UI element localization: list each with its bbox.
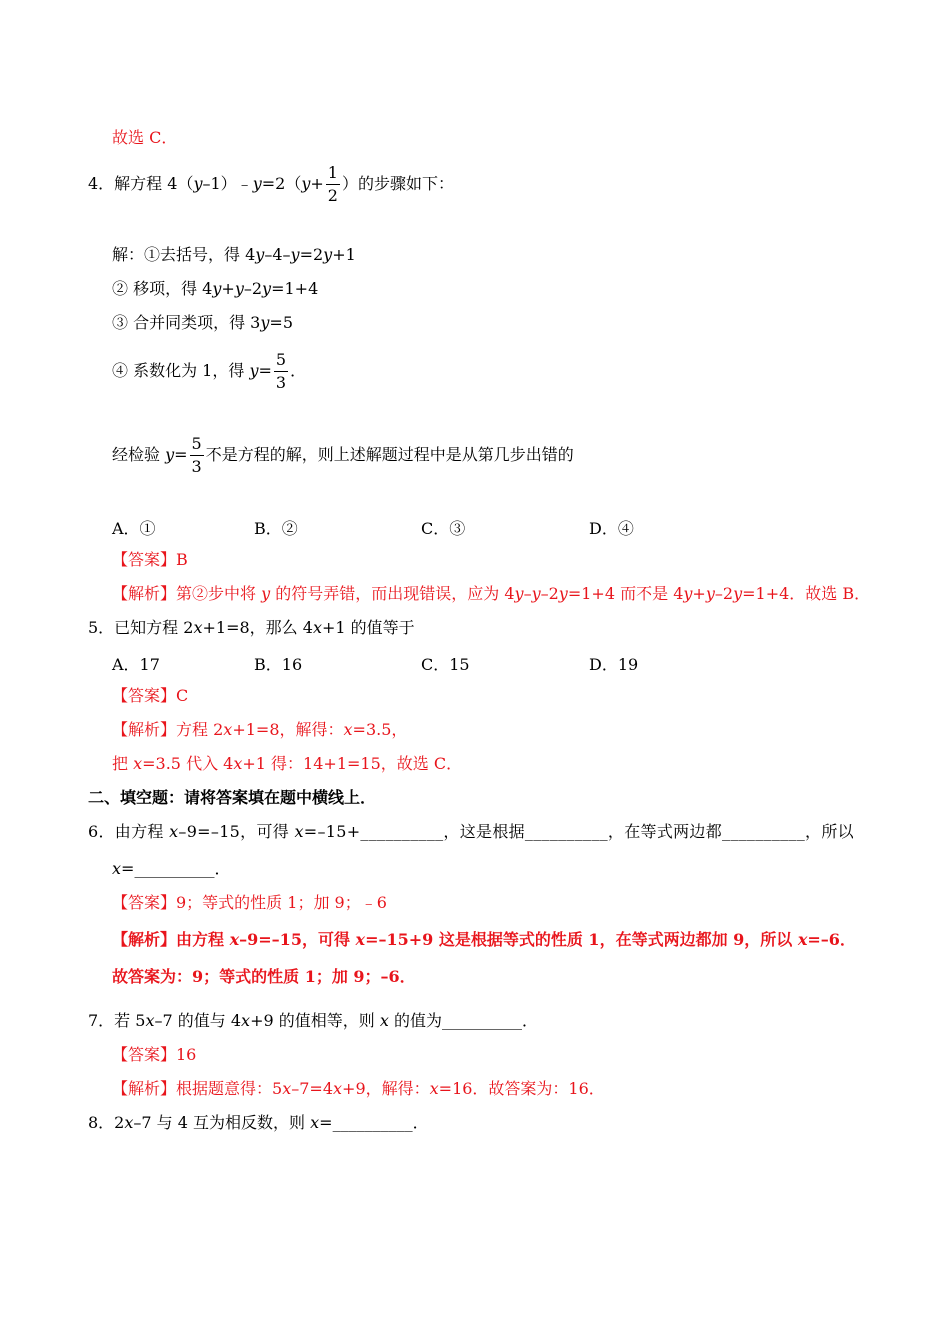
- q5-stem: 5．已知方程 2x+1=8，那么 4x+1 的值等于: [88, 618, 415, 637]
- previous-answer-tail: 故选 C．: [112, 128, 178, 147]
- fraction-five-thirds: $\frac{5}{3}$: [275, 350, 287, 392]
- q4-analysis: 【解析】第②步中将 y 的符号弄错，而出现错误，应为 4y–y–2y=1+4 而不是 4y+y–2y=1+4．故选 B．: [112, 584, 871, 603]
- q6-stem-line-2: x=__________．: [112, 859, 231, 878]
- q5-option-a: A．17: [112, 655, 160, 674]
- q4-check: 经检验 y= $\frac{5}{3}$ 不是方程的解，则上述解题过程中是从第几步出错的: [112, 434, 574, 476]
- fraction-one-half: $\frac{1}{2}$: [327, 163, 338, 205]
- q4-stem: 4．解方程 4（y–1）﹣y=2（y+ $\frac{1}{2}$ ）的步骤如下：: [88, 163, 454, 205]
- q4-option-c: C．③: [421, 519, 466, 538]
- fraction-five-thirds: $\frac{5}{3}$: [191, 434, 202, 476]
- q5-option-b: B．16: [254, 655, 303, 674]
- q5-analysis-line-1: 【解析】方程 2x+1=8，解得：x=3.5，: [112, 720, 408, 739]
- q4-step-2: ② 移项，得 4y+y–2y=1+4: [112, 279, 319, 298]
- q6-analysis-line-1: 【解析】由方程 x–9=–15，可得 x=–15+9 这是根据等式的性质 1，在等式两边都加 9，所以 x=–6．: [112, 930, 856, 949]
- q8-stem: 8．2x–7 与 4 互为相反数，则 x=__________．: [88, 1113, 429, 1132]
- q6-answer: 【答案】9；等式的性质 1；加 9；﹣6: [112, 893, 387, 912]
- q4-option-a: A．①: [112, 519, 156, 538]
- q5-option-d: D．19: [589, 655, 639, 674]
- q7-stem: 7．若 5x–7 的值与 4x+9 的值相等，则 x 的值为__________．: [88, 1011, 538, 1030]
- q4-step-1: 解：①去括号，得 4y–4–y=2y+1: [112, 245, 356, 264]
- q4-step-3: ③ 合并同类项，得 3y=5: [112, 313, 293, 332]
- q4-option-b: B．②: [254, 519, 298, 538]
- q5-analysis-line-2: 把 x=3.5 代入 4x+1 得：14+1=15，故选 C．: [112, 754, 463, 773]
- section-heading-fill-in: 二、填空题：请将答案填在题中横线上．: [88, 788, 377, 807]
- q5-answer: 【答案】C: [112, 686, 189, 705]
- q6-stem: 6．由方程 x–9=–15，可得 x=–15+__________，这是根据__________，在等式两边都__________，所以: [88, 822, 854, 841]
- q6-analysis-line-2: 故答案为：9；等式的性质 1；加 9；–6．: [112, 967, 416, 986]
- q7-analysis: 【解析】根据题意得：5x–7=4x+9，解得：x=16．故答案为：16．: [112, 1079, 605, 1098]
- q4-step-4: ④ 系数化为 1，得 y= $\frac{5}{3}$ ．: [112, 350, 307, 392]
- q7-answer: 【答案】16: [112, 1045, 197, 1064]
- q4-option-d: D．④: [589, 519, 634, 538]
- q4-answer: 【答案】B: [112, 550, 188, 569]
- q5-option-c: C．15: [421, 655, 470, 674]
